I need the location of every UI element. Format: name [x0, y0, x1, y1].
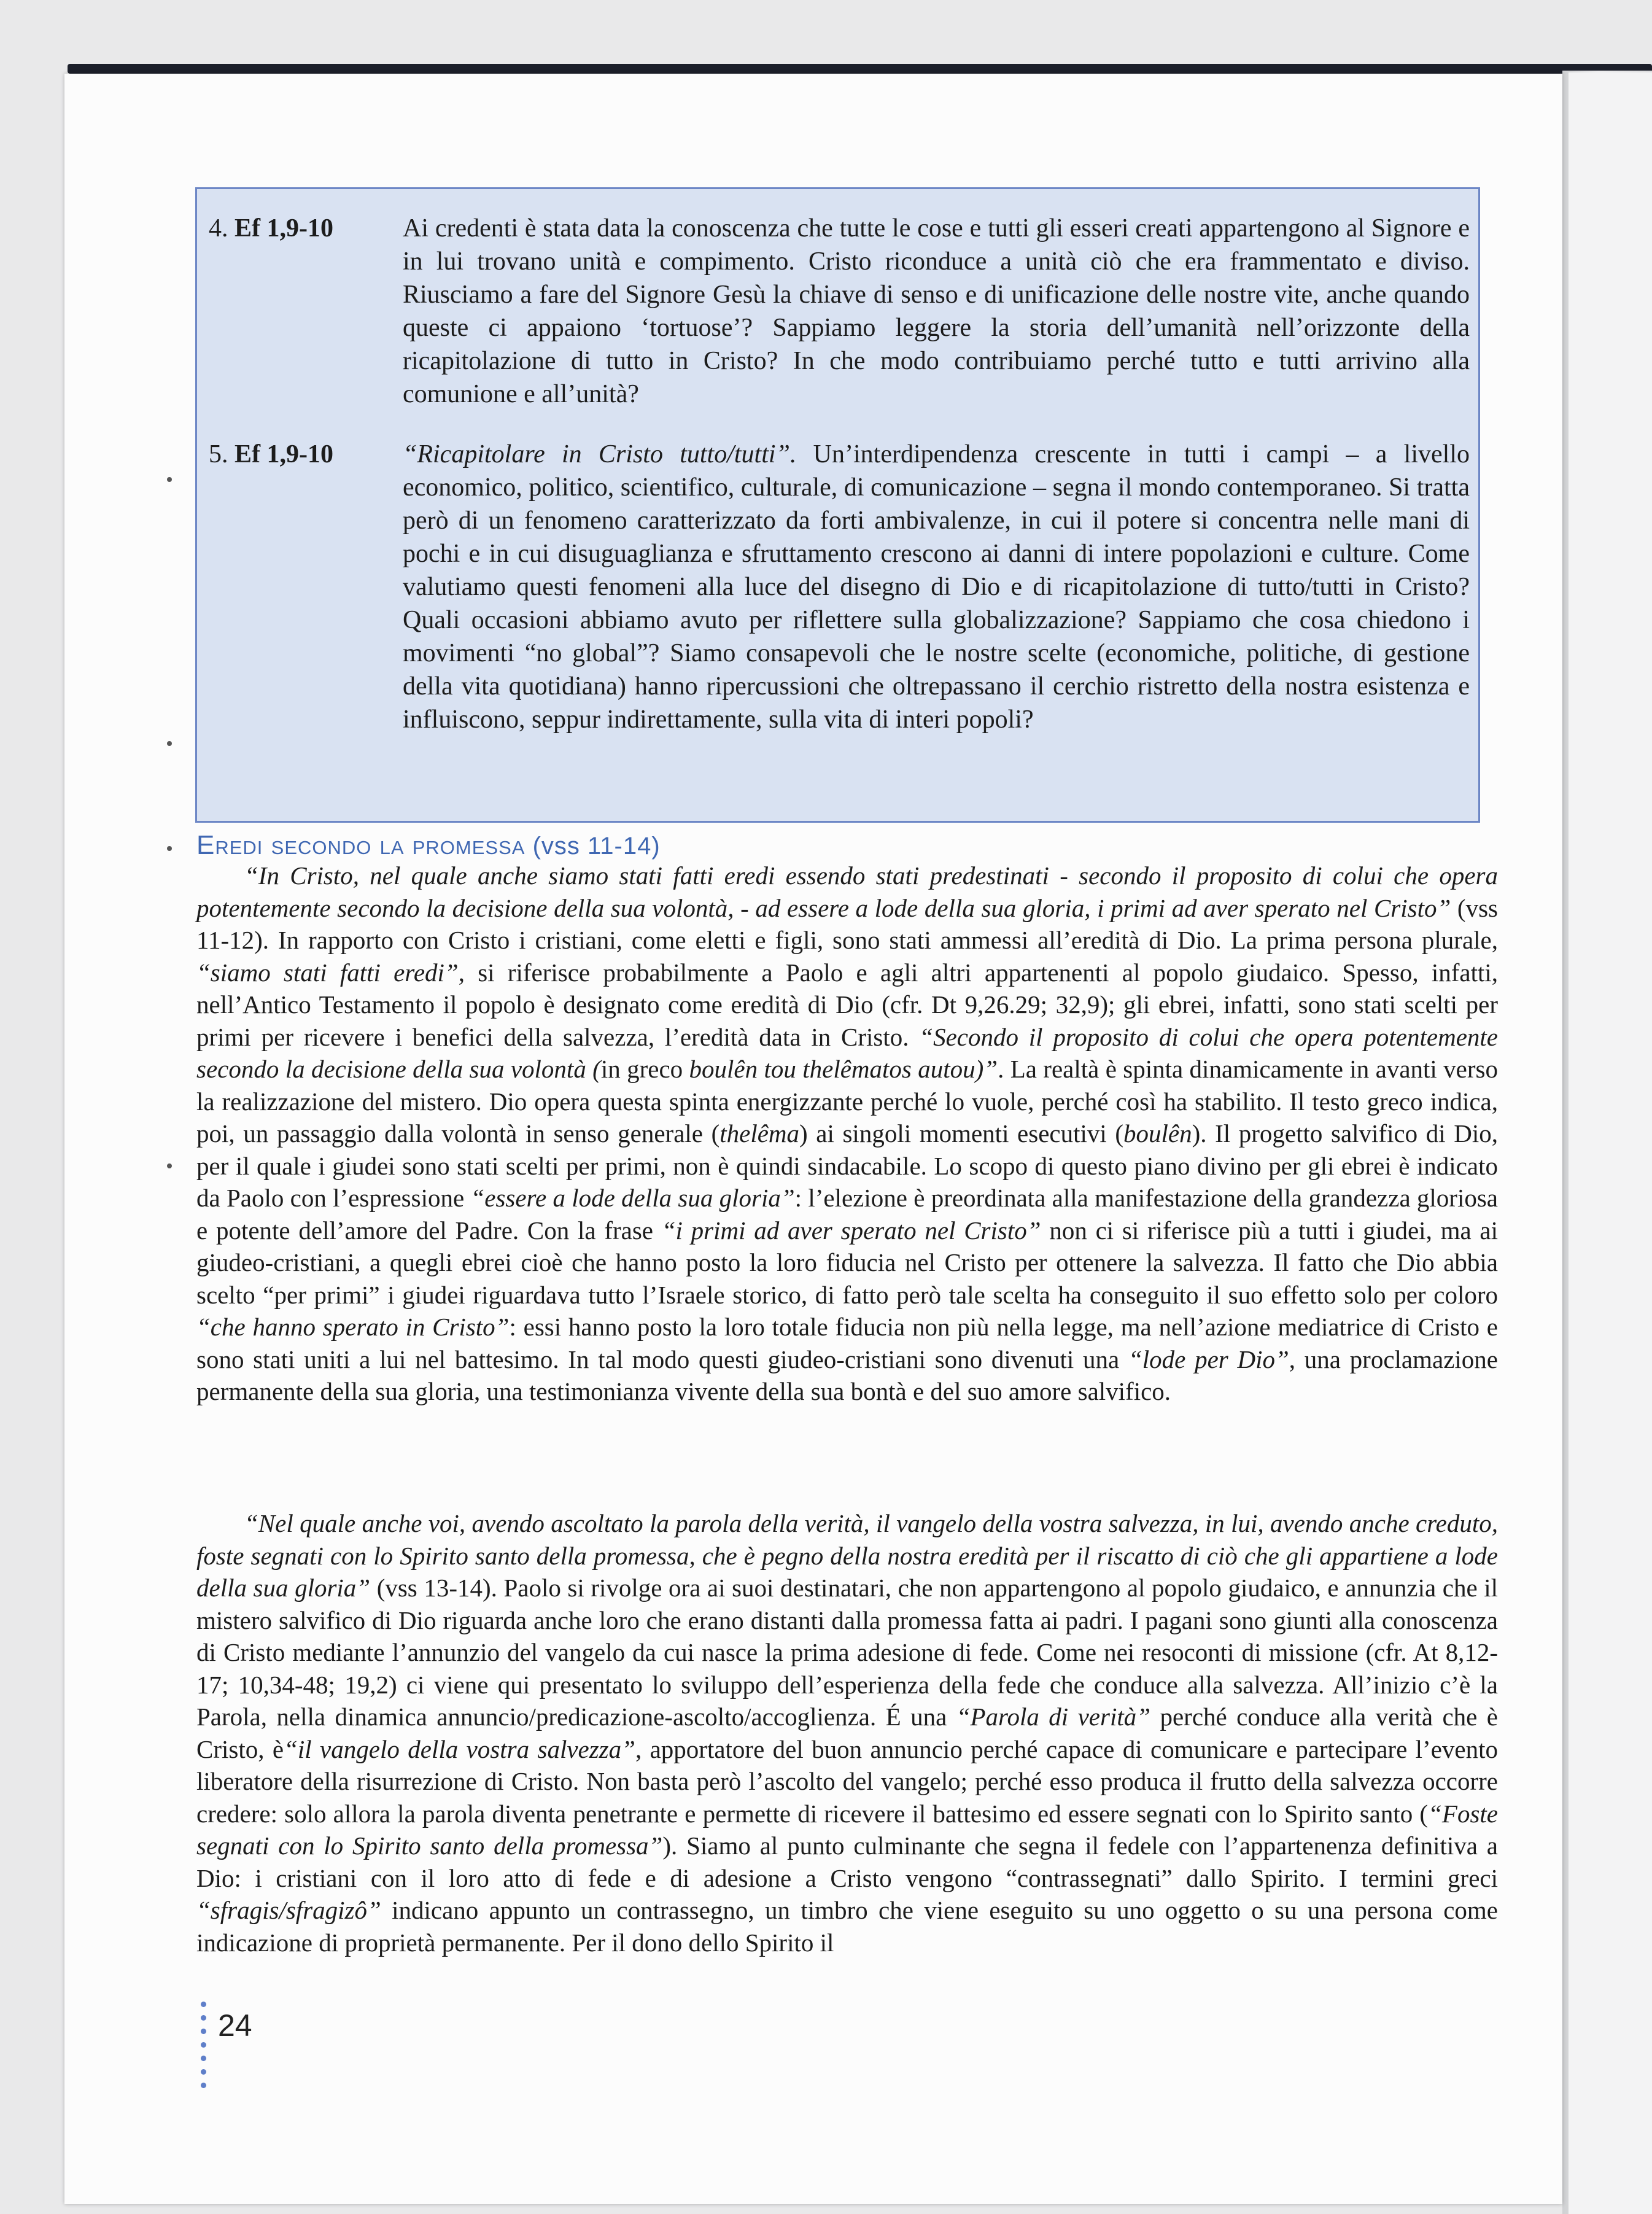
page-number: 24 — [218, 2008, 252, 2043]
page-number-dots — [201, 2002, 207, 2096]
margin-dot — [167, 846, 172, 851]
margin-dot — [167, 741, 172, 746]
paragraph-1: “In Cristo, nel quale anche siamo stati fatti eredi essendo stati predestinati - secondo il proposito di colui che opera potentemente secondo la decisione della sua volontà, - ad essere a lode della sua gloria, i primi ad aver sperato nel Cristo” (vss 11-12). In rapporto con Cristo i cristiani, come eletti e figli, sono stati ammessi all’eredità di Dio. La prima persona plurale, “siamo stati fatti eredi”, si riferisce probabilmente a Paolo e agli altri appartenenti al popolo giudaico. Spesso, infatti, nell’Antico Testamento il popolo è designato come eredità di Dio (cfr. Dt 9,26.29; 32,9); gli ebrei, infatti, sono stati scelti per primi per ricevere i benefici della salvezza, l’eredità data in Cristo. “Secondo il proposito di colui che opera potentemente secondo la decisione della sua volontà (in greco boulên tou thelêmatos autou)”. La realtà è spinta dinamicamente in avanti verso la realizzazione del mistero. Dio opera questa spinta energizzante perché lo vuole, perché così ha stabilito. Il testo greco indica, poi, un passaggio dalla volontà in senso generale (thelêma) ai singoli momenti esecutivi (boulên). Il progetto salvifico di Dio, per il quale i giudei sono stati scelti per primi, non è quindi sindacabile. Lo scopo di questo piano divino per gli ebrei è indicato da Paolo con l’espressione “essere a lode della sua gloria”: l’elezione è preordinata alla manifestazione della grandezza gloriosa e potente dell’amore del Padre. Con la frase “i primi ad aver sperato nel Cristo” non ci si riferisce più a tutti i giudei, ma ai giudeo-cristiani, a quegli ebrei cioè che hanno posto la loro fiducia nel Cristo per ottenere la salvezza. Il fatto che Dio abbia scelto “per primi” i giudei riguardava tutto l’Israele storico, di fatto però tale scelta ha conseguito il suo effetto solo per coloro “che hanno sperato in Cristo”: essi hanno posto la loro totale fiducia non più nella legge, ma nell’azione mediatrice di Cristo e sono stati uniti a lui nel battesimo. In tal modo questi giudeo-cristiani sono divenuti una “lode per Dio”, una proclamazione permanente della sua gloria, una testimonianza vivente della sua bontà e del suo amore salvifico. — [196, 861, 1499, 1405]
margin-dot — [167, 477, 172, 482]
paragraph-2: “Nel quale anche voi, avendo ascoltato la parola della verità, il vangelo della vostra salvezza, in lui, avendo anche creduto, foste segnati con lo Spirito santo della promessa, che è pegno della nostra eredità per il riscatto di ciò che gli appartiene a lode della sua gloria” (vss 13-14). Paolo si rivolge ora ai suoi destinatari, che non appartengono al popolo giudaico, e annunzia che il mistero salvifico di Dio riguarda anche loro che erano distanti dalla promessa fatta ai padri. I pagani sono giunti alla conoscenza di Cristo mediante l’annunzio del vangelo da cui nasce la prima adesione di fede. Come nei resoconti di missione (cfr. At 8,12-17; 10,34-48; 19,2) ci viene qui presentato lo sviluppo dell’esperienza della fede che conduce alla salvezza. All’inizio c’è la Parola, nella dinamica annuncio/predicazione-ascolto/accoglienza. É una “Parola di verità” perché conduce alla verità che è Cristo, è“il vangelo della vostra salvezza”, apportatore del buon annuncio perché capace di comunicare e partecipare l’evento liberatore della risurrezione di Cristo. Non basta però l’ascolto del vangelo; perché esso produca il frutto della salvezza occorre credere: solo allora la parola diventa penetrante e permette di ricevere il battesimo ed essere segnati con lo Spirito santo (“Foste segnati con lo Spirito santo della promessa”). Siamo al punto culminante che segna il fedele con l’appartenenza definitiva a Dio: i cristiani con il loro atto di fede e di adesione a Cristo vengono “contrassegnati” dallo Spirito. I termini greci “sfragis/sfragizô” indicano appunto un contrassegno, un timbro che viene eseguito su uno oggetto o su una persona come indicazione di proprietà permanente. Per il dono dello Spirito il — [196, 1509, 1499, 1957]
facing-page-edge — [1569, 72, 1652, 2214]
margin-dot — [167, 1163, 172, 1168]
item-text: “Ricapitolare in Cristo tutto/tutti”. Un’interdipendenza crescente in tutti i campi – a livello economico, politico, scientifico, culturale, di comunicazione – segna il mondo contemporaneo. Si tratta però di un fenomeno caratterizzato da forti ambivalenze, in cui il potere si concentra nelle mani di pochi e in cui disuguaglianza e sfruttamento crescono ai danni di intere popolazioni e culture. Come valutiamo questi fenomeni alla luce del disegno di Dio e di ricapitolazione di tutto/tutti in Cristo? Quali occasioni abbiamo avuto per riflettere sulla globalizzazione? Sappiamo che cosa chiedono i movimenti “no global”? Siamo consapevoli che le nostre scelte (economiche, politiche, di gestione della vita quotidiana) hanno ripercussioni che oltrepassano il cerchio ristretto della nostra esistenza e influiscono, seppur indirettamente, sulla vita di interi popoli? — [403, 440, 1470, 734]
item-reference: 4. Ef 1,9-10 — [209, 214, 333, 243]
item-text: Ai credenti è stata data la conoscenza che tutte le cose e tutti gli esseri creati appartengono al Signore e in lui trovano unità e compimento. Cristo riconduce a unità ciò che era frammentato e diviso. Riusciamo a fare del Signore Gesù la chiave di senso e di unificazione delle nostre vite, anche quando queste ci appaiono ‘tortuose’? Sappiamo leggere la storia dell’umanità nell’orizzonte della ricapitolazione di tutto in Cristo? In che modo contribuiamo perché tutto e tutti arrivino alla comunione e all’unità? — [403, 214, 1470, 408]
book-top-edge — [68, 64, 1652, 74]
item-reference: 5. Ef 1,9-10 — [209, 440, 333, 468]
section-heading: Eredi secondo la promessa (vss 11-14) — [196, 830, 661, 860]
